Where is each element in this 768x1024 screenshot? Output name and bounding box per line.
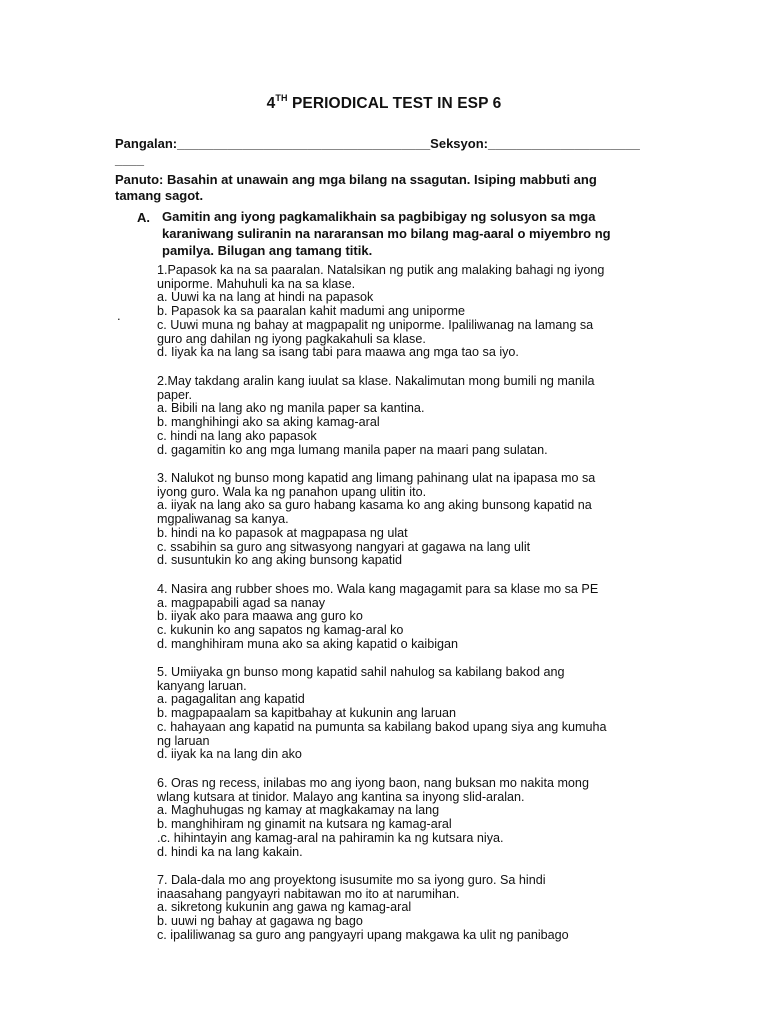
- instructions-line-1: Panuto: Basahin at unawain ang mga bilang na ssagutan. Isiping mabbuti ang: [115, 172, 597, 187]
- choice: b. hindi na ko papasok at magpapasa ng ulat: [157, 525, 408, 540]
- title-superscript: TH: [275, 93, 288, 103]
- choice: a. magpapabili agad sa nanay: [157, 595, 326, 610]
- question-text: 3. Nalukot ng bunso mong kapatid ang limang pahinang ulat na ipapasa mo sa: [157, 471, 596, 485]
- choice: b. manghihingi ako sa aking kamag-aral: [157, 415, 380, 430]
- choice: c. ipaliliwanag sa guro ang pangyayri upang makgawa ka ulit ng panibago: [157, 927, 569, 942]
- section-label: A.: [137, 210, 150, 225]
- question-text: iyong guro. Wala ka ng panahon upang ulitin ito.: [157, 484, 427, 499]
- choice: a. pagagalitan ang kapatid: [157, 692, 305, 707]
- question-1: [157, 264, 677, 360]
- choice: c. hindi na lang ako papasok: [157, 428, 317, 443]
- title-number: 4: [266, 95, 276, 113]
- choice: .c. hihintayin ang kamag-aral na pahiramin ka ng kutsara niya.: [157, 830, 504, 845]
- choice: d. Iiyak ka na lang sa isang tabi para maawa ang mga tao sa iyo.: [157, 345, 519, 360]
- question-3: [157, 472, 677, 568]
- question-text: 7. Dala-dala mo ang proyektong isusumite mo sa iyong guro. Sa hindi: [157, 873, 546, 887]
- choice: a. Maghuhugas ng kamay at magkakamay na lang: [157, 803, 440, 818]
- choice: c. hahayaan ang kapatid na pumunta sa kabilang bakod upang siya ang kumuha: [157, 719, 607, 734]
- section-instructions: [162, 208, 662, 259]
- choice: b. uuwi ng bahay at gagawa ng bago: [157, 914, 363, 929]
- question-5: [157, 666, 677, 762]
- stray-dot: .: [117, 308, 121, 323]
- question-text: paper.: [157, 387, 193, 402]
- choice: a. iiyak na lang ako sa guro habang kasama ko ang aking bunsong kapatid na: [157, 498, 592, 513]
- choice: b. iiyak ako para maawa ang guro ko: [157, 609, 363, 624]
- choice: b. magpapaalam sa kapitbahay at kukunin ang laruan: [157, 706, 456, 721]
- choice: a. Uuwi ka na lang at hindi na papasok: [157, 290, 374, 305]
- section-line-1: Gamitin ang iyong pagkamalikhain sa pagbibigay ng solusyon sa mga: [162, 209, 596, 224]
- question-text: inaasahang pangyayri nabitawan mo ito at narumihan.: [157, 886, 460, 901]
- choice: a. sikretong kukunin ang gawa ng kamag-aral: [157, 900, 412, 915]
- question-text: 1.Papasok ka na sa paaralan. Natalsikan ng putik ang malaking bahagi ng iyong: [157, 263, 605, 277]
- choice: d. hindi ka na lang kakain.: [157, 844, 303, 859]
- name-section-line: Pangalan:___________________________________Seksyon:_____________________: [115, 136, 640, 151]
- choice: mgpaliwanag sa kanya.: [157, 512, 289, 527]
- choice: b. manghihiram ng ginamit na kutsara ng kamag-aral: [157, 817, 452, 832]
- page-title: [0, 94, 768, 113]
- question-text: wlang kutsara at tinidor. Malayo ang kantina sa inyong slid-aralan.: [157, 789, 525, 804]
- title-text: PERIODICAL TEST IN ESP 6: [287, 95, 502, 113]
- choice: c. kukunin ko ang sapatos ng kamag-aral ko: [157, 623, 404, 638]
- question-text: 2.May takdang aralin kang iuulat sa klase. Nakalimutan mong bumili ng manila: [157, 374, 595, 388]
- name-section-line-continued: ____: [115, 152, 144, 167]
- question-text: kanyang laruan.: [157, 678, 247, 693]
- question-text: 5. Umiiyaka gn bunso mong kapatid sahil nahulog sa kabilang bakod ang: [157, 665, 565, 679]
- choice: d. susuntukin ko ang aking bunsong kapatid: [157, 553, 403, 568]
- question-text: 4. Nasira ang rubber shoes mo. Wala kang magagamit para sa klase mo sa PE: [157, 582, 599, 596]
- choice: d. gagamitin ko ang mga lumang manila paper na maari pang sulatan.: [157, 442, 548, 457]
- section-line-2: karaniwang suliranin na nararansan mo bilang mag-aaral o miyembro ng: [162, 226, 611, 241]
- choice: guro ang dahilan ng iyong pagkakahuli sa klase.: [157, 331, 426, 346]
- question-4: [157, 583, 677, 652]
- choice: ng laruan: [157, 733, 210, 748]
- choice: a. Bibili na lang ako ng manila paper sa kantina.: [157, 401, 425, 416]
- choice: c. ssabihin sa guro ang sitwasyong nangyari at gagawa na lang ulit: [157, 539, 531, 554]
- question-text: uniporme. Mahuhuli ka na sa klase.: [157, 276, 356, 291]
- choice: d. iiyak ka na lang din ako: [157, 747, 302, 762]
- question-2: [157, 375, 677, 457]
- instructions-line-2: tamang sagot.: [115, 188, 204, 203]
- question-text: 6. Oras ng recess, inilabas mo ang iyong baon, nang buksan mo nakita mong: [157, 776, 589, 790]
- choice: d. manghihiram muna ako sa aking kapatid o kaibigan: [157, 636, 459, 651]
- question-7: [157, 874, 677, 943]
- choice: c. Uuwi muna ng bahay at magpapalit ng uniporme. Ipaliliwanag na lamang sa: [157, 317, 594, 332]
- section-line-3: pamilya. Bilugan ang tamang titik.: [162, 243, 373, 258]
- choice: b. Papasok ka sa paaralan kahit madumi ang uniporme: [157, 304, 466, 319]
- question-6: [157, 777, 677, 859]
